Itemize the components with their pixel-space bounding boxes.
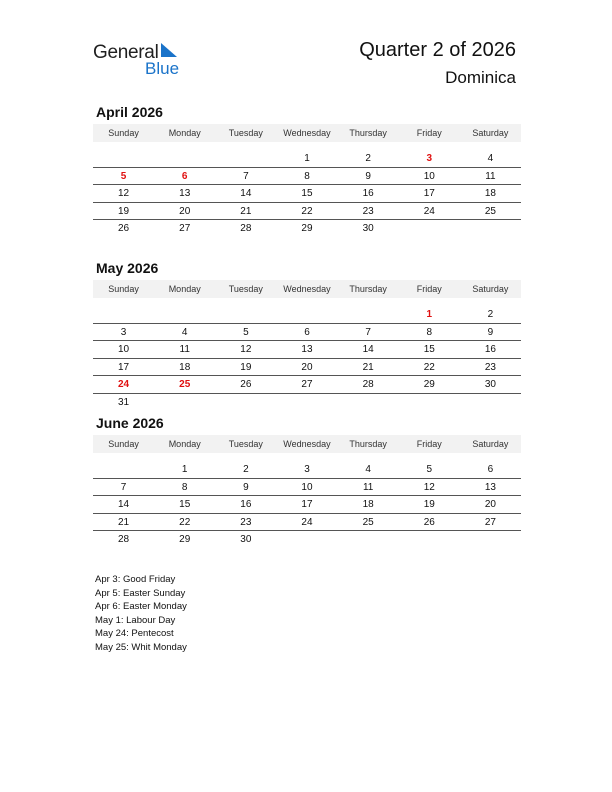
day-cell: 16 xyxy=(362,188,374,199)
empty-day-cell xyxy=(399,394,460,412)
day-name-sunday: Sunday xyxy=(108,439,139,449)
day-cell: 28 xyxy=(118,534,130,545)
day-cell: 16 xyxy=(240,499,252,510)
day-cell: 8 xyxy=(426,326,433,338)
day-cell: 13 xyxy=(484,481,496,493)
day-cell: 10 xyxy=(118,344,130,355)
day-name-saturday: Saturday xyxy=(472,284,509,294)
day-cell: 9 xyxy=(487,326,494,338)
day-name-monday: Monday xyxy=(168,439,201,449)
empty-day-cell xyxy=(215,306,276,323)
week-row xyxy=(93,185,521,203)
day-cell: 7 xyxy=(243,170,249,182)
day-cell: 18 xyxy=(179,361,191,373)
day-cell: 30 xyxy=(362,223,374,234)
day-cell: 1 xyxy=(304,153,310,164)
logo-text-general: General xyxy=(93,42,159,63)
day-cell: 3 xyxy=(120,326,127,338)
empty-day-cell xyxy=(154,150,215,167)
day-name-tuesday: Tuesday xyxy=(228,439,263,449)
week-row xyxy=(93,514,521,532)
day-name-wednesday: Wednesday xyxy=(283,284,331,294)
empty-day-cell xyxy=(399,220,460,238)
day-cell: 23 xyxy=(240,516,252,528)
holiday-list xyxy=(95,573,187,654)
day-cell: 20 xyxy=(484,499,496,510)
day-cell: 22 xyxy=(179,516,191,528)
day-cell: 5 xyxy=(426,464,433,475)
page-title: Quarter 2 of 2026 xyxy=(359,39,516,61)
day-cell: 1 xyxy=(426,309,433,320)
day-cell: 6 xyxy=(487,464,494,475)
day-cell: 10 xyxy=(423,170,435,182)
logo-text-blue: Blue xyxy=(145,59,180,78)
day-cell: 22 xyxy=(423,361,435,373)
holiday-item: May 24: Pentecost xyxy=(95,628,174,639)
week-row xyxy=(93,531,521,549)
day-cell: 23 xyxy=(484,361,496,373)
day-name-thursday: Thursday xyxy=(349,284,387,294)
week-row xyxy=(93,341,521,359)
day-cell: 28 xyxy=(240,223,252,234)
day-cell: 13 xyxy=(301,344,313,355)
day-cell: 7 xyxy=(365,326,371,338)
week-row xyxy=(93,479,521,497)
empty-day-cell xyxy=(93,461,154,478)
day-cell: 15 xyxy=(179,499,191,510)
month-grid xyxy=(93,142,521,238)
day-names-row xyxy=(93,435,521,453)
day-cell: 24 xyxy=(423,205,435,217)
day-cell: 2 xyxy=(365,153,371,164)
day-cell: 11 xyxy=(179,344,190,355)
day-cell: 17 xyxy=(118,361,130,373)
holiday-item: May 25: Whit Monday xyxy=(95,641,187,653)
month-grid xyxy=(93,298,521,411)
day-cell: 6 xyxy=(181,170,188,182)
day-cell: 19 xyxy=(423,499,435,510)
day-cell: 29 xyxy=(301,223,313,234)
empty-day-cell xyxy=(276,394,337,412)
day-names-row xyxy=(93,124,521,142)
day-cell: 3 xyxy=(426,153,433,164)
day-cell: 18 xyxy=(362,499,374,510)
day-cell: 24 xyxy=(301,516,313,528)
week-row xyxy=(93,376,521,394)
day-cell: 29 xyxy=(179,534,191,545)
day-cell: 29 xyxy=(423,379,435,390)
day-cell: 25 xyxy=(484,205,496,217)
empty-day-cell xyxy=(93,150,154,167)
empty-day-cell xyxy=(460,394,521,412)
day-cell: 23 xyxy=(362,205,374,217)
empty-day-cell xyxy=(276,531,337,549)
day-cell: 26 xyxy=(423,516,435,528)
day-cell: 27 xyxy=(484,516,496,528)
day-cell: 28 xyxy=(362,379,374,390)
day-cell: 19 xyxy=(240,361,252,373)
day-cell: 26 xyxy=(240,379,252,390)
day-name-monday: Monday xyxy=(168,284,201,294)
day-cell: 4 xyxy=(181,326,188,338)
day-cell: 2 xyxy=(243,464,249,475)
day-cell: 14 xyxy=(362,344,374,355)
day-cell: 30 xyxy=(240,534,252,545)
day-cell: 19 xyxy=(118,205,130,217)
day-cell: 20 xyxy=(301,361,313,373)
day-cell: 14 xyxy=(240,188,252,199)
week-row xyxy=(93,359,521,377)
day-cell: 27 xyxy=(179,223,191,234)
day-name-monday: Monday xyxy=(168,128,201,138)
day-name-saturday: Saturday xyxy=(472,128,509,138)
day-name-thursday: Thursday xyxy=(349,128,387,138)
grid-spacer xyxy=(93,298,521,306)
empty-day-cell xyxy=(338,306,399,323)
day-cell: 25 xyxy=(179,379,191,390)
day-cell: 30 xyxy=(484,379,496,390)
holiday-item: Apr 3: Good Friday xyxy=(95,574,176,585)
day-cell: 17 xyxy=(423,188,435,199)
day-cell: 20 xyxy=(179,205,191,217)
day-cell: 1 xyxy=(181,464,188,475)
day-cell: 12 xyxy=(240,344,252,355)
empty-day-cell xyxy=(460,220,521,238)
day-cell: 9 xyxy=(365,170,371,182)
day-cell: 18 xyxy=(484,188,496,199)
grid-spacer xyxy=(93,453,521,461)
month-title: June 2026 xyxy=(96,415,164,431)
week-row xyxy=(93,168,521,186)
holiday-item: Apr 5: Easter Sunday xyxy=(95,587,186,599)
empty-day-cell xyxy=(154,306,215,323)
day-name-sunday: Sunday xyxy=(108,284,139,294)
week-row xyxy=(93,306,521,324)
day-cell: 5 xyxy=(243,326,249,338)
empty-day-cell xyxy=(93,306,154,323)
week-row xyxy=(93,150,521,168)
day-name-tuesday: Tuesday xyxy=(228,284,263,294)
day-name-thursday: Thursday xyxy=(349,439,387,449)
empty-day-cell xyxy=(338,394,399,412)
day-name-friday: Friday xyxy=(416,284,442,294)
day-cell: 26 xyxy=(118,223,130,234)
day-cell: 25 xyxy=(362,516,374,528)
week-row xyxy=(93,461,521,479)
day-cell: 2 xyxy=(487,309,494,320)
generalblue-logo xyxy=(93,40,193,80)
week-row xyxy=(93,394,521,412)
month-april xyxy=(93,104,521,238)
empty-day-cell xyxy=(215,394,276,412)
day-cell: 12 xyxy=(118,188,130,199)
empty-day-cell xyxy=(154,394,215,412)
empty-day-cell xyxy=(399,531,460,549)
month-grid xyxy=(93,453,521,549)
day-cell: 14 xyxy=(118,499,130,510)
week-row xyxy=(93,203,521,221)
empty-day-cell xyxy=(338,531,399,549)
day-cell: 8 xyxy=(304,170,310,182)
empty-day-cell xyxy=(215,150,276,167)
empty-day-cell xyxy=(460,531,521,549)
day-cell: 6 xyxy=(304,326,310,338)
day-cell: 21 xyxy=(118,516,130,528)
day-cell: 17 xyxy=(301,499,313,510)
day-cell: 21 xyxy=(240,205,252,217)
day-cell: 13 xyxy=(179,188,191,199)
country-name: Dominica xyxy=(445,68,516,87)
grid-spacer xyxy=(93,142,521,150)
day-name-wednesday: Wednesday xyxy=(283,439,331,449)
holiday-item: May 1: Labour Day xyxy=(95,614,176,626)
day-cell: 31 xyxy=(118,396,130,408)
day-cell: 22 xyxy=(301,205,313,217)
month-june xyxy=(93,415,521,549)
month-title: April 2026 xyxy=(96,104,163,120)
empty-day-cell xyxy=(276,306,337,323)
day-cell: 21 xyxy=(362,361,374,373)
week-row xyxy=(93,496,521,514)
day-cell: 8 xyxy=(181,481,188,493)
day-name-friday: Friday xyxy=(416,128,442,138)
day-cell: 4 xyxy=(365,464,371,475)
day-cell: 15 xyxy=(301,188,313,199)
day-cell: 10 xyxy=(301,481,313,493)
week-row xyxy=(93,324,521,342)
day-cell: 5 xyxy=(120,170,127,182)
day-cell: 16 xyxy=(484,344,496,355)
day-name-friday: Friday xyxy=(416,439,442,449)
day-cell: 9 xyxy=(243,481,249,493)
day-cell: 7 xyxy=(120,481,127,493)
day-name-sunday: Sunday xyxy=(108,128,139,138)
holiday-item: Apr 6: Easter Monday xyxy=(95,601,187,612)
day-cell: 3 xyxy=(304,464,310,475)
day-cell: 12 xyxy=(423,481,435,493)
day-cell: 24 xyxy=(118,379,130,390)
day-cell: 15 xyxy=(423,344,435,355)
day-name-saturday: Saturday xyxy=(472,439,509,449)
week-row xyxy=(93,220,521,238)
day-name-wednesday: Wednesday xyxy=(283,128,331,138)
day-cell: 4 xyxy=(487,153,494,164)
month-title: May 2026 xyxy=(96,260,159,276)
day-cell: 11 xyxy=(362,481,374,493)
day-cell: 27 xyxy=(301,379,313,390)
day-cell: 11 xyxy=(485,170,496,182)
day-names-row xyxy=(93,280,521,298)
day-name-tuesday: Tuesday xyxy=(228,128,263,138)
month-may xyxy=(93,260,521,411)
